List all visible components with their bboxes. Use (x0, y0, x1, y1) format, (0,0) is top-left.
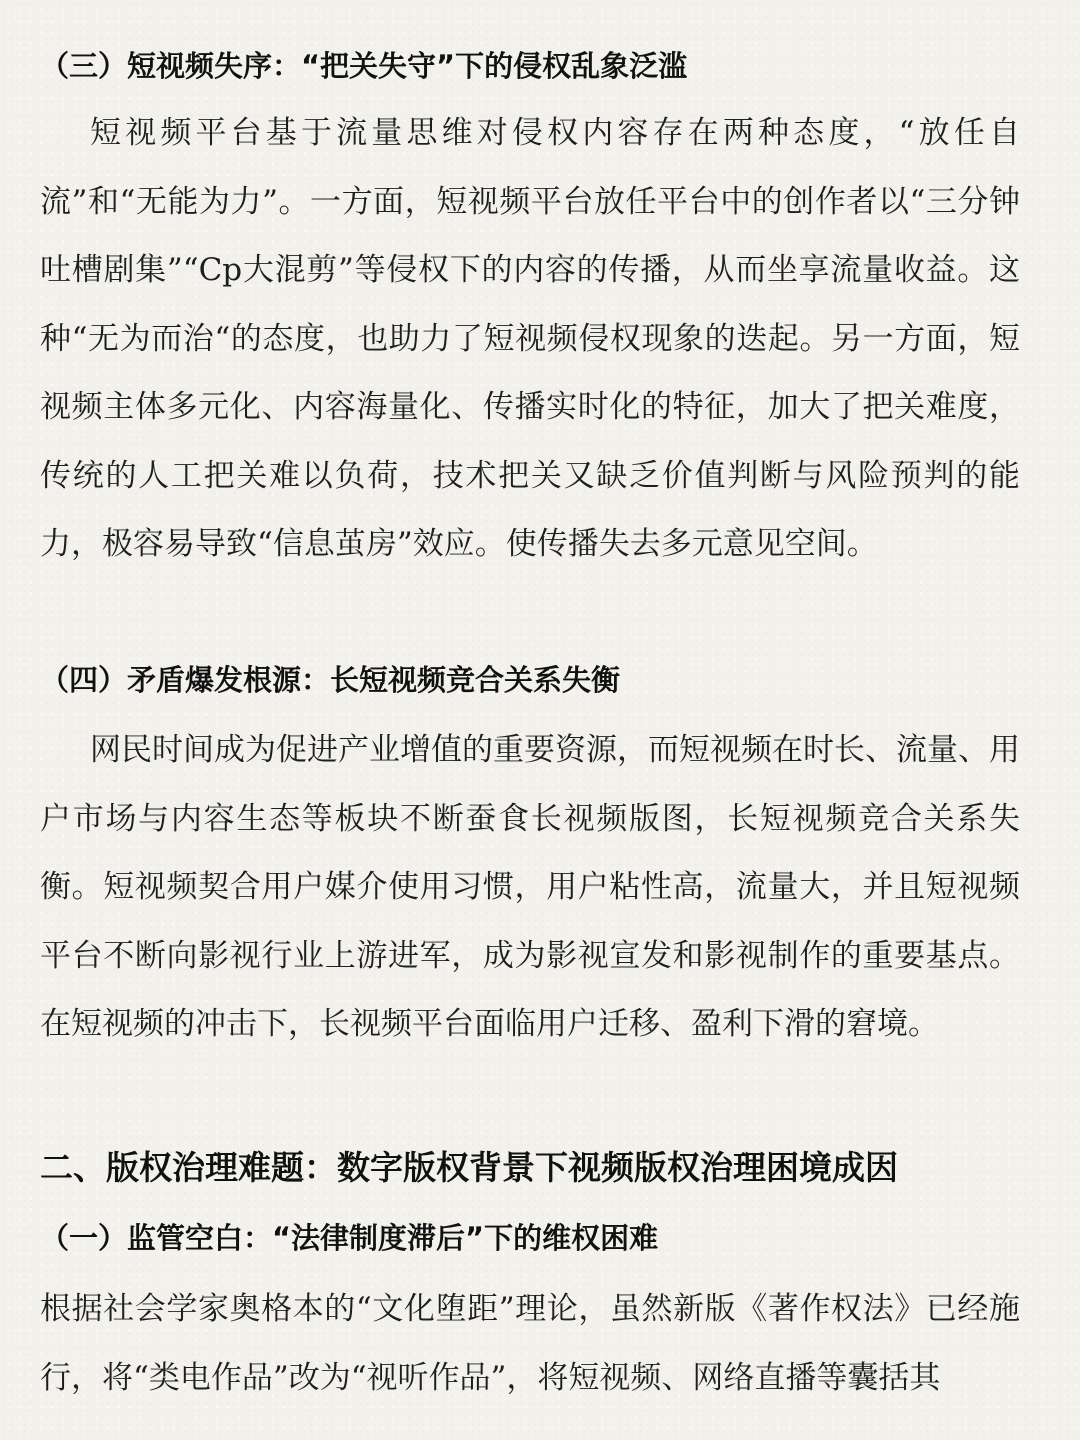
chapter-2-heading: 二、版权治理难题：数字版权背景下视频版权治理困境成因 (40, 1148, 898, 1187)
section-3-paragraph: 短视频平台基于流量思维对侵权内容存在两种态度，“放任自流”和“无能为力”。一方面，短视频平台放任平台中的创作者以“三分钟吐槽剧集”“Cp大混剪”等侵权下的内容的传播，从而坐享流量收益。这种“无为而治“的态度，也助力了短视频侵权现象的迭起。另一方面，短视频主体多元化、内容海量化、传播实时化的特征，加大了把关难度，传统的人工把关难以负荷，技术把关又缺乏价值判断与风险预判的能力，极容易导致“信息茧房”效应。使传播失去多元意见空间。 (40, 115, 1020, 562)
section-heading-4: （四）矛盾爆发根源：长短视频竞合关系失衡 (40, 663, 621, 697)
section-heading-2-1: （一）监管空白：“法律制度滞后”下的维权困难 (40, 1221, 659, 1255)
section-heading-3: （三）短视频失序：“把关失守”下的侵权乱象泛滥 (40, 49, 688, 83)
section-2-1-paragraph: 根据社会学家奥格本的“文化堕距”理论，虽然新版《著作权法》已经施行，将“类电作品”改为“视听作品”，将短视频、网络直播等囊括其 (40, 1291, 1020, 1396)
section-4-paragraph: 网民时间成为促进产业增值的重要资源，而短视频在时长、流量、用户市场与内容生态等板块不断蚕食长视频版图，长短视频竞合关系失衡。短视频契合用户媒介使用习惯，用户粘性高，流量大，并且短视频平台不断向影视行业上游进军，成为影视宣发和影视制作的重要基点。在短视频的冲击下，长视频平台面临用户迁移、盈利下滑的窘境。 (40, 732, 1020, 1042)
